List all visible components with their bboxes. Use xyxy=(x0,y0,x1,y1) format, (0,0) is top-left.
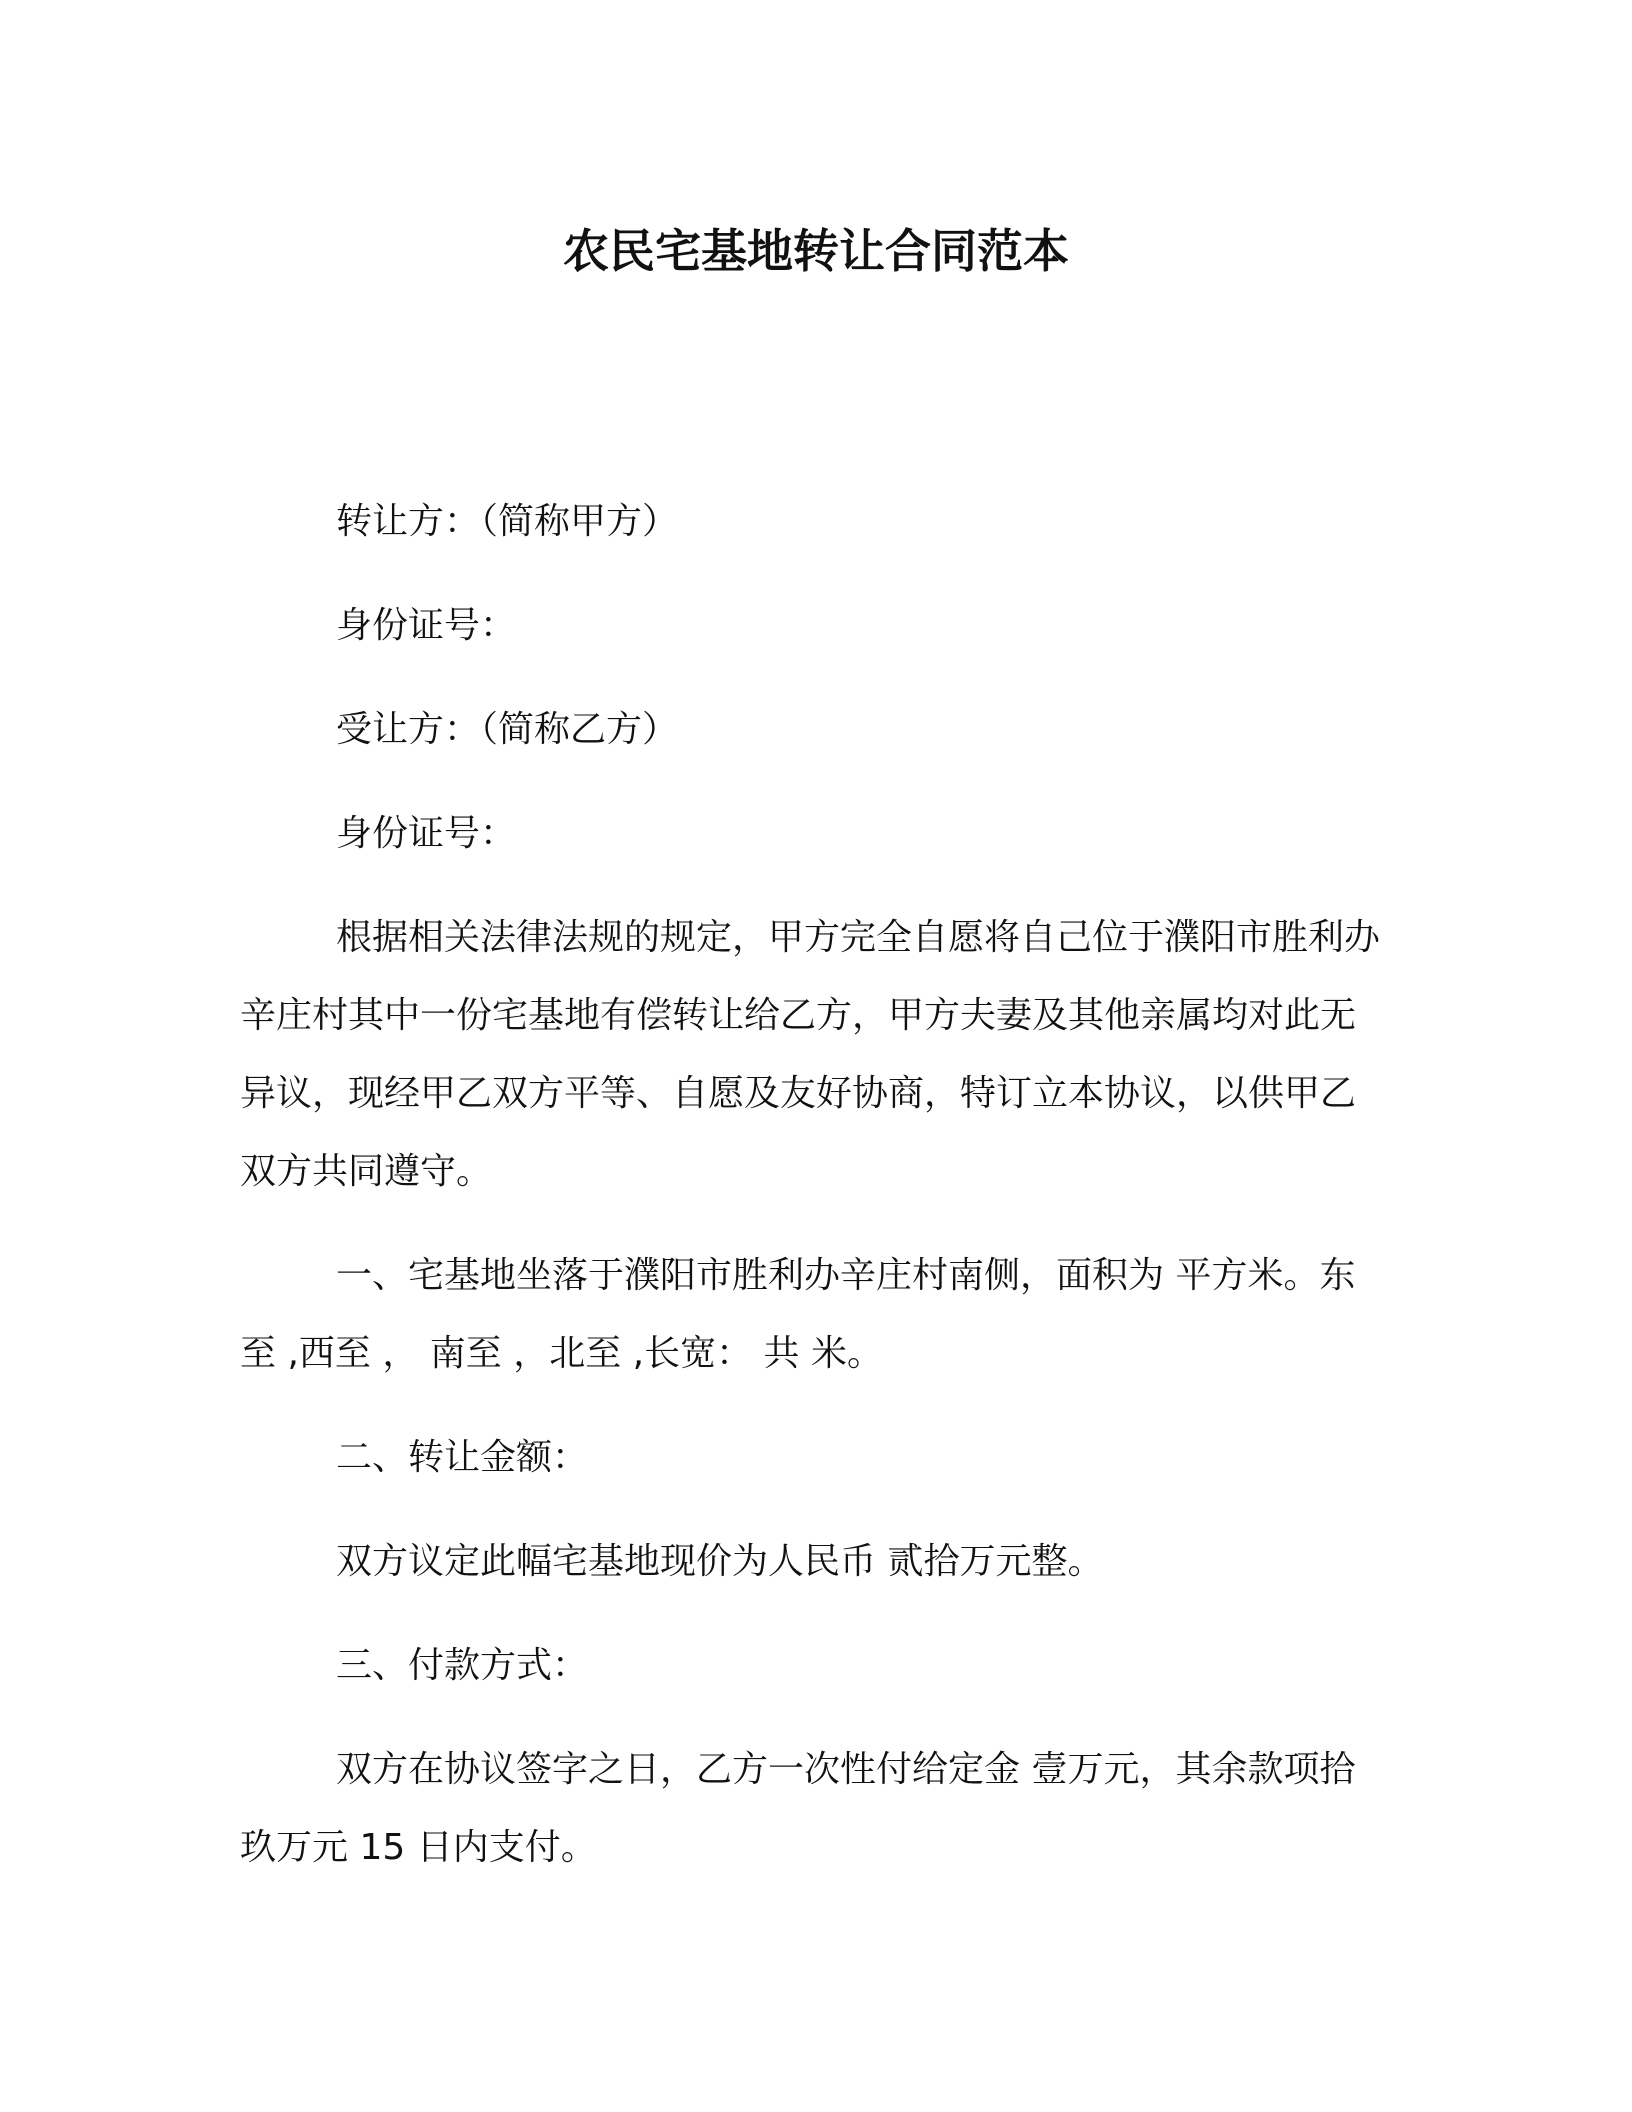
transferor-id-line: 身份证号： xyxy=(336,605,517,646)
transferee-line: 受让方：（简称乙方） xyxy=(336,709,679,750)
clause-1-paragraph: 一、宅基地坐落于濮阳市胜利办辛庄村南侧，面积为 平方米。东至 ,西至 ， 南至 ，北至 ,长宽： 共 米。 xyxy=(240,1255,1356,1374)
clause-2-heading: 二、转让金额： xyxy=(336,1437,589,1478)
document-body xyxy=(240,483,1385,1887)
document-title: 农民宅基地转让合同范本 xyxy=(563,224,1069,278)
clause-3-body: 双方在协议签字之日，乙方一次性付给定金 壹万元，其余款项拾玖万元 15 日内支付。 xyxy=(240,1749,1356,1868)
clause-3-heading: 三、付款方式： xyxy=(336,1645,589,1686)
preamble-paragraph: 根据相关法律法规的规定，甲方完全自愿将自己位于濮阳市胜利办辛庄村其中一份宅基地有偿转让给乙方，甲方夫妻及其他亲属均对此无异议，现经甲乙双方平等、自愿及友好协商，特订立本协议，以供甲乙双方共同遵守。 xyxy=(240,917,1381,1192)
clause-2-body: 双方议定此幅宅基地现价为人民币 贰拾万元整。 xyxy=(336,1541,1104,1582)
transferor-line: 转让方：（简称甲方） xyxy=(336,501,679,542)
transferee-id-line: 身份证号： xyxy=(336,813,517,854)
